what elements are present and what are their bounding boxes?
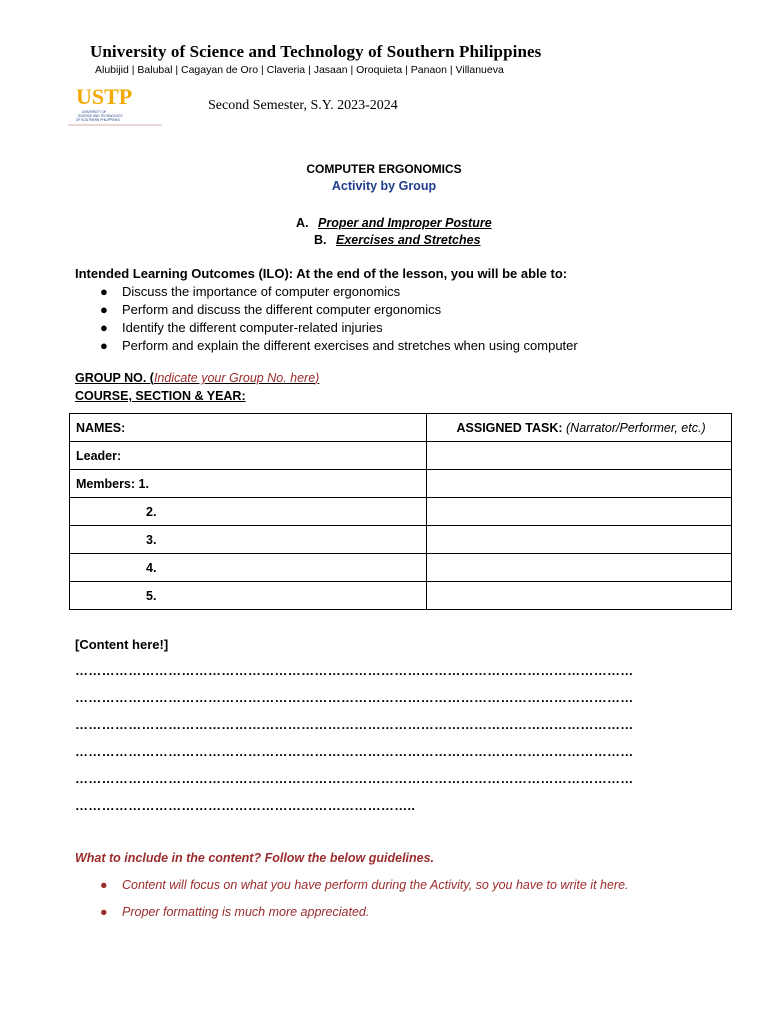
ilo-text: Perform and explain the different exercises and stretches when using computer [122,338,578,353]
table-row [70,442,732,470]
list-item [100,319,578,337]
svg-text:SCIENCE AND TECHNOLOGY: SCIENCE AND TECHNOLOGY [78,114,123,118]
task-cell[interactable] [426,582,732,610]
dotted-fill-line[interactable]: ……………………………………………………………………………………………………………… [75,717,634,732]
bullet-icon: ● [100,320,108,335]
semester-label: Second Semester, S.Y. 2023-2024 [208,98,398,113]
guidelines-heading: What to include in the content? Follow the below guidelines. [75,851,435,865]
dotted-fill-line[interactable]: ……………………………………………………………………………………………………………… [75,663,634,678]
dotted-fill-line[interactable]: ……………………………………………………………………………………………………………… [75,771,634,786]
outline-text: Proper and Improper Posture [318,216,492,230]
task-cell[interactable] [426,498,732,526]
task-cell[interactable] [426,442,732,470]
name-cell-leader[interactable]: Leader: [70,442,427,470]
svg-text:OF SOUTHERN PHILIPPINES: OF SOUTHERN PHILIPPINES [76,118,120,122]
list-item [100,337,578,355]
ilo-list [100,283,578,355]
list-item [100,903,629,930]
guideline-text: Content will focus on what you have perform during the Activity, so you have to write it here. [122,878,629,892]
name-cell-member-2[interactable]: 2. [70,498,427,526]
group-close-paren: ) [315,371,320,385]
outline-text: Exercises and Stretches [336,233,481,247]
table-row [70,498,732,526]
group-label: GROUP NO. ( [75,371,154,385]
dotted-fill-line[interactable]: ……………………………………………………………………………………………………………… [75,744,634,759]
table-row [70,554,732,582]
dotted-fill-line[interactable]: ……………………………………………………………………………………………………………… [75,690,634,705]
table-row [70,582,732,610]
ilo-text: Identify the different computer-related injuries [122,320,383,335]
list-item [100,876,629,903]
name-cell-member-5[interactable]: 5. [70,582,427,610]
document-title: COMPUTER ERGONOMICS [306,162,462,176]
ilo-text: Discuss the importance of computer ergonomics [122,284,401,299]
guideline-text: Proper formatting is much more appreciated. [122,905,370,919]
bullet-icon: ● [100,905,108,919]
group-number-hint[interactable]: Indicate your Group No. here [153,371,316,385]
names-header: NAMES: [70,414,427,442]
name-cell-member-1[interactable]: Members: 1. [70,470,427,498]
svg-text:UNIVERSITY OF: UNIVERSITY OF [82,110,107,114]
outline-item-b [314,233,481,247]
name-cell-member-3[interactable]: 3. [70,526,427,554]
guidelines-list [100,876,629,930]
table-row [70,470,732,498]
bullet-icon: ● [100,878,108,892]
bullet-icon: ● [100,284,108,299]
ustp-logo [66,80,166,130]
list-item [100,283,578,301]
document-subtitle: Activity by Group [331,179,437,193]
content-heading: [Content here!] [75,637,169,652]
task-cell[interactable] [426,554,732,582]
assigned-task-label: ASSIGNED TASK: [456,420,566,435]
bullet-icon: ● [100,302,108,317]
assigned-task-hint: (Narrator/Performer, etc.) [566,420,706,435]
outline-item-a [296,216,492,230]
campus-list: Alubijid | Balubal | Cagayan de Oro | Claveria | Jasaan | Oroquieta | Panaon | Villanueva [95,64,504,76]
dotted-fill-line[interactable]: ………………………………………………………………….. [75,798,416,813]
course-section-year-label: COURSE, SECTION & YEAR: [75,389,246,403]
group-number-line [75,371,319,385]
roster-table [69,413,732,610]
table-row [70,526,732,554]
assigned-task-header [426,414,732,442]
ilo-heading: Intended Learning Outcomes (ILO): At the end of the lesson, you will be able to: [75,266,568,281]
bullet-icon: ● [100,338,108,353]
outline-letter: B. [314,233,327,247]
list-item [100,301,578,319]
ilo-text: Perform and discuss the different computer ergonomics [122,302,442,317]
outline-letter: A. [296,216,309,230]
university-name: University of Science and Technology of Southern Philippines [90,42,542,61]
table-header-row [70,414,732,442]
logo-text: USTP [76,84,133,109]
task-cell[interactable] [426,470,732,498]
task-cell[interactable] [426,526,732,554]
name-cell-member-4[interactable]: 4. [70,554,427,582]
